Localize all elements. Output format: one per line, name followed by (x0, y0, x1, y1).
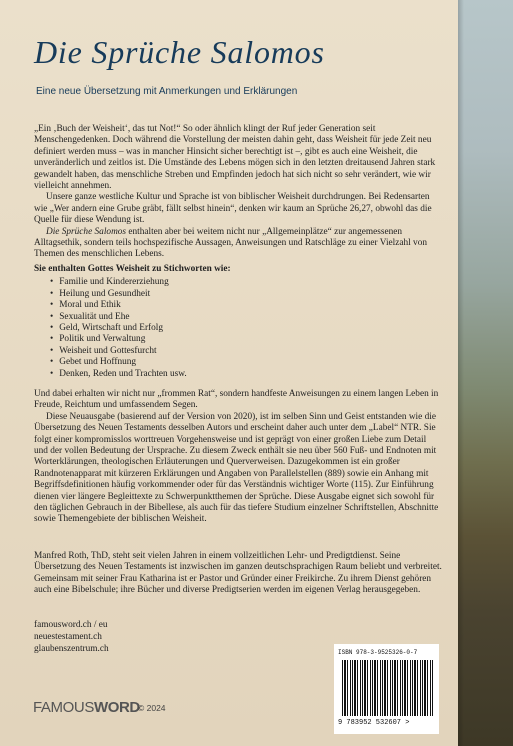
list-item: • Geld, Wirtschaft und Erfolg (50, 323, 442, 334)
description-text (34, 389, 442, 526)
copyright-year: © 2024 (138, 703, 166, 713)
list-item: • Familie und Kindererziehung (50, 277, 442, 288)
isbn-label: ISBN 978-3-9525326-0-7 (338, 649, 418, 656)
list-item: • Moral und Ethik (50, 300, 442, 311)
intro-paragraph-3-rest: enthalten aber bei weitem nicht nur „Allgemeinplätze“ zur angemessenen Alltagsethik, sondern teils hochspezifische Aussagen, Anweisungen und Ratschläge zu einer Vielzahl von Themen des menschlichen Lebens. (34, 226, 428, 260)
topics-section (34, 264, 442, 380)
logo-famous: FAMOUS (33, 699, 94, 716)
list-item: • Gebet und Hoffnung (50, 357, 442, 368)
list-item: • Politik und Verwaltung (50, 334, 442, 345)
front-cover-edge-painting (458, 0, 513, 746)
author-paragraph: Manfred Roth, ThD, steht seit vielen Jahren in einem vollzeitlichen Lehr- und Predigtdienst. Seine Übersetzung des Neuen Testaments ist inzwischen im ganzen deutschsprachigen Raum beliebt und verbreitet. Gemeinsam mit seiner Frau Katharina ist er Pastor und Gründer einer Freikirche. Zu ihrem Dienst gehören auch eine Bibelschule; ihre Bücher und diverse Predigtserien werden im eigenen Verlag herausgegeben. (34, 551, 442, 596)
intro-text (34, 124, 442, 261)
link-famousword[interactable]: famousword.ch / eu (34, 620, 108, 630)
description-paragraph-1: Und dabei erhalten wir nicht nur „frommen Rat“, sondern handfeste Anweisungen zu einem langen Leben in Freude, Reichtum und umfassendem Segen. (34, 389, 439, 411)
publisher-logo (33, 699, 140, 716)
barcode-box (334, 644, 439, 734)
website-links (34, 619, 109, 656)
description-paragraph-2: Diese Neuausgabe (basierend auf der Version von 2020), ist im selben Sinn und Geist entstanden wie die Übersetzung des Neuen Testaments desselben Autors und erscheint daher auch unter dem „Label“ NTR. Sie folgt einer kompromisslos worttreuen Vorgehensweise und ist geprägt von einer großen Liebe zum Detail und der vollen Bedeutung der Ursprache. Zu diesem Zweck enthält sie neu über 560 Fuß- und Endnoten mit Worterklärungen, theologischen Erläuterungen und Querverweisen. Dazugekommen ist ein großer Randnotenapparat mit kürzeren Erklärungen und Angaben von Parallelstellen (889) sowie ein Anhang mit Begriffsdefinitionen häufig vorkommender oder für das Verständnis wichtiger Worte (115). Zur Einführung dienen vier längere Begleittexte zu Schwerpunktthemen der Sprüche. Diese Ausgabe eignet sich sowohl für den täglichen Gebrauch in der Bibellese, als auch für das tiefere Studium einzelner Schriftstellen, Abschnitte sowie Themengebiete der biblischen Weisheit. (34, 411, 439, 525)
list-item: • Weisheit und Gottesfurcht (50, 346, 442, 357)
topics-list (34, 277, 442, 380)
list-item: • Heilung und Gesundheit (50, 289, 442, 300)
list-item: • Sexualität und Ehe (50, 312, 442, 323)
link-glaubenszentrum[interactable]: glaubenszentrum.ch (34, 644, 109, 655)
author-bio (34, 551, 442, 597)
intro-paragraph-1: „Ein ‚Buch der Weisheit‘, das tut Not!“ So oder ähnlich klingt der Ruf jeder Generation seit Menschengedenken. Doch während die Vorstellung der meisten dahin geht, dass Weisheit für jede Zeit neu definiert werden muss – was in mancher Hinsicht sicher berechtigt ist –, gibt es auch eine Weisheit, die unveränderlich und zeitlos ist. Die Umstände des Lebens mögen sich in den letzten dreitausend Jahren stark gewandelt haben, das menschliche Streben und Empfinden jedoch hat sich nicht so sehr verändert, wie wir vielleicht annehmen. (34, 124, 436, 192)
topics-heading: Sie enthalten Gottes Weisheit zu Stichworten wie: (34, 264, 231, 274)
intro-paragraph-3 (34, 227, 442, 261)
book-subtitle: Eine neue Übersetzung mit Anmerkungen und Erklärungen (36, 86, 298, 97)
barcode-number: 9 783952 532607 > (338, 719, 410, 727)
link-neuestestament[interactable]: neuestestament.ch (34, 632, 102, 643)
barcode-icon (342, 660, 434, 716)
book-title: Die Sprüche Salomos (34, 34, 325, 70)
logo-word: WORD (93, 699, 140, 716)
list-item: • Denken, Reden und Trachten usw. (50, 369, 442, 380)
intro-paragraph-2: Unsere ganze westliche Kultur und Sprache ist von biblischer Weisheit durchdrungen. Bei Redensarten wie „Wer andern eine Grube gräbt, fällt selbst hinein“, denken wir kaum an Sprüche 26,27, obwohl das die Quelle für diese Wendung ist. (34, 192, 432, 226)
book-title-italic: Die Sprüche Salomos (46, 226, 127, 237)
